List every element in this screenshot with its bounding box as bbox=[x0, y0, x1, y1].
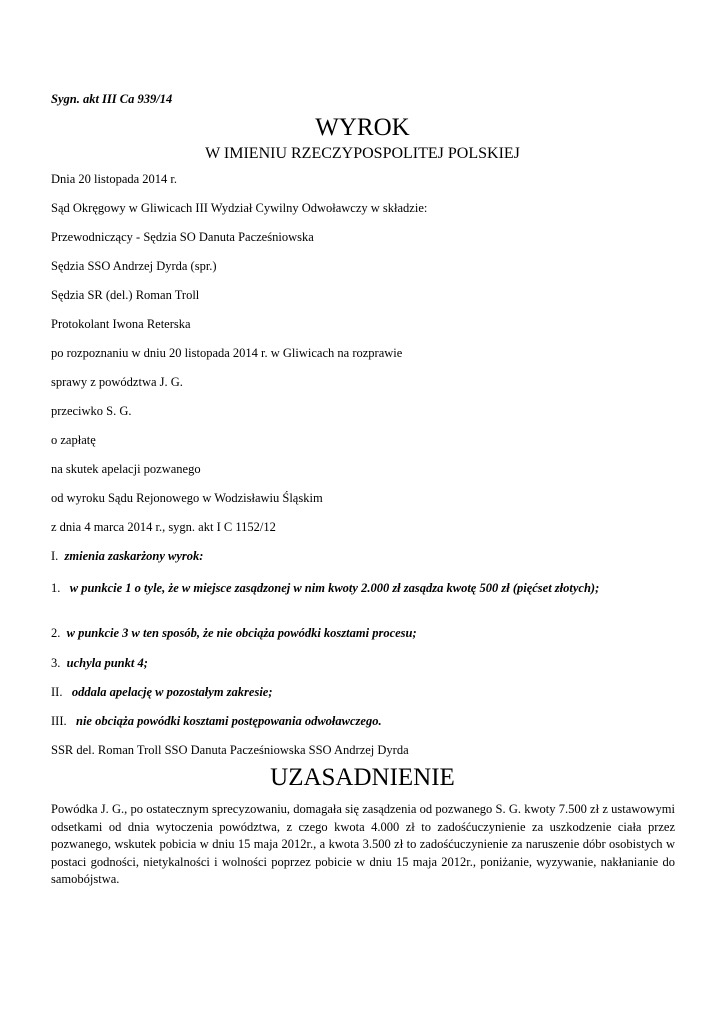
ruling-number: III. bbox=[51, 714, 67, 728]
case-number: Sygn. akt III Ca 939/14 bbox=[51, 92, 173, 106]
lower-court-line: od wyroku Sądu Rejonowego w Wodzisławiu Śląskim bbox=[51, 491, 323, 505]
signatures-line: SSR del. Roman Troll SSO Danuta Pacześniowska SSO Andrzej Dyrda bbox=[51, 743, 409, 757]
ruling-number: 2. bbox=[51, 626, 61, 640]
ruling-item-6 bbox=[51, 713, 382, 730]
ruling-item-1 bbox=[51, 548, 203, 565]
ruling-item-3 bbox=[51, 625, 417, 642]
ruling-item-5 bbox=[51, 684, 273, 701]
lower-court-date-line: z dnia 4 marca 2014 r., sygn. akt I C 1152/12 bbox=[51, 520, 276, 534]
ruling-text: zmienia zaskarżony wyrok: bbox=[64, 549, 204, 563]
subject-line: o zapłatę bbox=[51, 433, 96, 447]
justification-title: UZASADNIENIE bbox=[270, 764, 455, 791]
plaintiff-line: sprawy z powództwa J. G. bbox=[51, 375, 183, 389]
court-line: Sąd Okręgowy w Gliwicach III Wydział Cywilny Odwoławczy w składzie: bbox=[51, 201, 428, 215]
ruling-text: oddala apelację w pozostałym zakresie; bbox=[71, 685, 273, 699]
ruling-number: I. bbox=[51, 549, 59, 563]
justification-paragraph: Powódka J. G., po ostatecznym sprecyzowaniu, domagała się zasądzenia od pozwanego S. G. kwoty 7.500 zł z ustawowymi odsetkami od dnia wytoczenia powództwa, z czego kwota 4.000 zł to zadośćuczynienie za uszkodzenie ciała przez pozwanego, wskutek pobicia w dniu 15 maja 2012r., a kwota 3.500 zł to zadośćuczynienie za naruszenie dóbr osobistych w postaci godności, nietykalności i wolności poprzez pobicie w dniu 15 maja 2012r., poniżanie, wyzywanie, nakłanianie do samobójstwa. bbox=[51, 802, 675, 886]
ruling-text: nie obciąża powódki kosztami postępowania odwoławczego. bbox=[76, 714, 382, 728]
ruling-number: 1. bbox=[51, 581, 61, 595]
judge-line-2: Sędzia SR (del.) Roman Troll bbox=[51, 288, 200, 302]
judgment-title: WYROK bbox=[315, 114, 410, 141]
ruling-number: 3. bbox=[51, 656, 61, 670]
ruling-text: uchyla punkt 4; bbox=[66, 656, 148, 670]
presiding-judge-line: Przewodniczący - Sędzia SO Danuta Pacześniowska bbox=[51, 230, 314, 244]
clerk-line: Protokolant Iwona Reterska bbox=[51, 317, 191, 331]
hearing-line: po rozpoznaniu w dniu 20 listopada 2014 r. w Gliwicach na rozprawie bbox=[51, 346, 403, 360]
ruling-text: w punkcie 1 o tyle, że w miejsce zasądzonej w nim kwoty 2.000 zł zasądza kwotę 500 zł (pięćset złotych); bbox=[69, 581, 600, 595]
defendant-line: przeciwko S. G. bbox=[51, 404, 132, 418]
judgment-subtitle: W IMIENIU RZECZYPOSPOLITEJ POLSKIEJ bbox=[205, 145, 520, 162]
appeal-line: na skutek apelacji pozwanego bbox=[51, 462, 201, 476]
ruling-item-4 bbox=[51, 655, 148, 672]
judge-line-1: Sędzia SSO Andrzej Dyrda (spr.) bbox=[51, 259, 217, 273]
ruling-number: II. bbox=[51, 685, 63, 699]
ruling-item-2 bbox=[51, 580, 675, 597]
date-line: Dnia 20 listopada 2014 r. bbox=[51, 172, 178, 186]
ruling-text: w punkcie 3 w ten sposób, że nie obciąża powódki kosztami procesu; bbox=[66, 626, 417, 640]
